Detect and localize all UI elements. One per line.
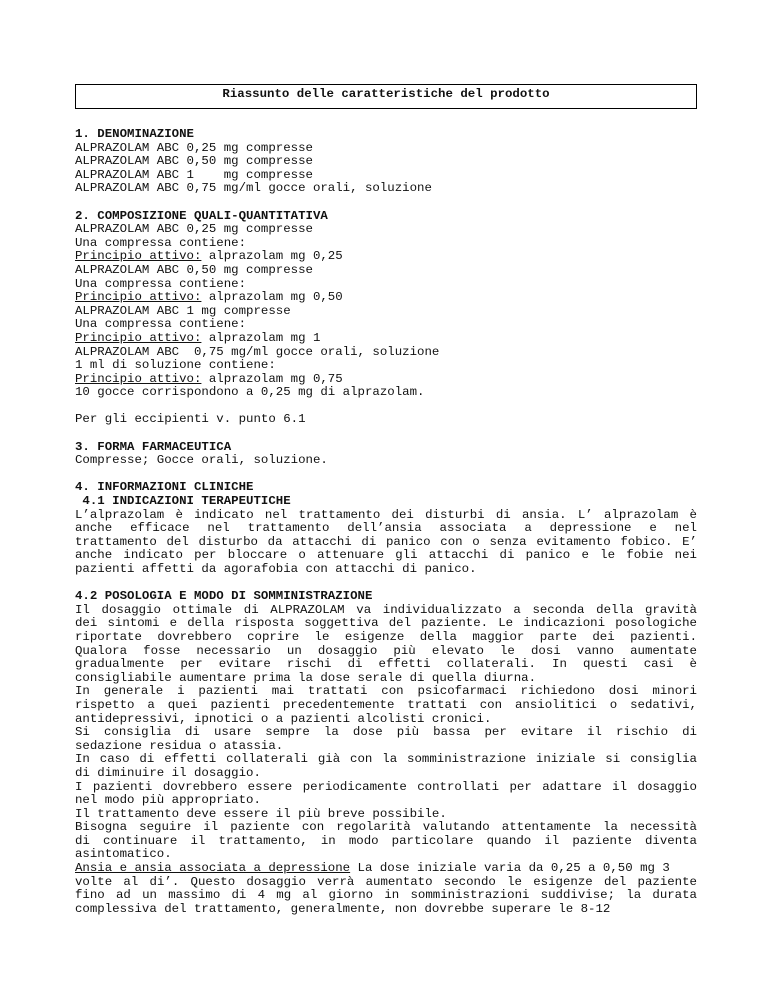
section-3-heading: 3. FORMA FARMACEUTICA	[75, 439, 232, 454]
dosage-paragraph: Si consiglia di usare sempre la dose più bassa per evitare il rischio di sedazione residua o atassia.	[75, 725, 697, 753]
active-ingredient-label: Principio attivo:	[75, 371, 202, 386]
anxiety-label: Ansia e ansia associata a depressione	[75, 861, 351, 876]
section-2-heading: 2. COMPOSIZIONE QUALI-QUANTITATIVA	[75, 208, 328, 223]
dosage-paragraph: Il trattamento deve essere il più breve possibile.	[75, 806, 447, 821]
composition-line: Una compressa contiene:	[75, 235, 247, 250]
product-name-line: ALPRAZOLAM ABC 1 mg compresse	[75, 167, 313, 182]
composition-line: Una compressa contiene:	[75, 276, 247, 291]
dosage-paragraph: I pazienti dovrebbero essere periodicamente controllati per adattare il dosaggio nel modo più appropriato.	[75, 779, 697, 808]
document-title: Riassunto delle caratteristiche del prodotto	[222, 87, 550, 101]
composition-line: ALPRAZOLAM ABC 0,25 mg compresse	[75, 222, 313, 237]
composition-line: Principio attivo: alprazolam mg 0,50	[75, 290, 343, 305]
anxiety-dosage-paragraph: Ansia e ansia associata a depressione La dose iniziale varia da 0,25 a 0,50 mg 3 volte al di’. Questo dosaggio verrà aumentato secondo le esigenze del paziente fino ad un massimo di 4 mg al giorno in somministrazioni suddivise; la durata complessiva del trattamento, generalmente, non dovrebbe superare le 8-12	[75, 861, 697, 916]
composition-line: 1 ml di soluzione contiene:	[75, 358, 276, 373]
composition-line: Principio attivo: alprazolam mg 1	[75, 330, 321, 345]
composition-line: Principio attivo: alprazolam mg 0,75	[75, 371, 343, 386]
composition-line: ALPRAZOLAM ABC 0,75 mg/ml gocce orali, soluzione	[75, 344, 440, 359]
dosage-paragraph: In generale i pazienti mai trattati con psicofarmaci richiedono dosi minori rispetto a quei pazienti precedentemente trattati con ansiolitici o sedativi, antidepressivi, ipnotici o a pazienti alcolisti cronici.	[75, 684, 697, 726]
active-ingredient-label: Principio attivo:	[75, 330, 202, 345]
dosage-paragraph: Il dosaggio ottimale di ALPRAZOLAM va individualizzato a seconda della gravità dei sintomi e della risposta soggettiva del paziente. Le indicazioni posologiche riportate dovrebbero coprire le esigenze della maggior parte dei pazienti. Qualora fosse necessario un dosaggio più elevato le dosi vanno aumentate gradualmente per evitare rischi di effetti collaterali. In questi casi è consigliabile aumentare prima la dose serale di quella diurna.	[75, 602, 697, 685]
composition-line: Principio attivo: alprazolam mg 0,25	[75, 249, 343, 264]
composition-line: Una compressa contiene:	[75, 317, 247, 332]
active-ingredient-label: Principio attivo:	[75, 249, 202, 264]
composition-line: 10 gocce corrispondono a 0,25 mg di alprazolam.	[75, 385, 425, 400]
excipients-note: Per gli eccipienti v. punto 6.1	[75, 412, 306, 427]
composition-line: ALPRAZOLAM ABC 0,50 mg compresse	[75, 262, 313, 277]
active-ingredient-label: Principio attivo:	[75, 290, 202, 305]
dosage-paragraph: Bisogna seguire il paziente con regolarità valutando attentamente la necessità di continuare il trattamento, in modo particolare quando il paziente diventa asintomatico.	[75, 820, 697, 862]
title-box	[75, 84, 697, 109]
composition-line: ALPRAZOLAM ABC 1 mg compresse	[75, 303, 291, 318]
dosage-paragraph: In caso di effetti collaterali già con la somministrazione iniziale si consiglia di diminuire il dosaggio.	[75, 752, 697, 780]
product-name-line: ALPRAZOLAM ABC 0,25 mg compresse	[75, 140, 313, 155]
document-page	[75, 84, 697, 916]
product-name-line: ALPRAZOLAM ABC 0,75 mg/ml gocce orali, soluzione	[75, 181, 432, 196]
subsection-4-1-heading: 4.1 INDICAZIONI TERAPEUTICHE	[75, 494, 291, 509]
pharmaceutical-form-text: Compresse; Gocce orali, soluzione.	[75, 453, 328, 468]
subsection-4-2-heading: 4.2 POSOLOGIA E MODO DI SOMMINISTRAZIONE	[75, 589, 373, 604]
section-1-heading: 1. DENOMINAZIONE	[75, 127, 194, 141]
product-name-line: ALPRAZOLAM ABC 0,50 mg compresse	[75, 154, 313, 169]
section-4-heading: 4. INFORMAZIONI CLINICHE	[75, 480, 254, 495]
indications-paragraph: L’alprazolam è indicato nel trattamento dei disturbi di ansia. L’ alprazolam è anche efficace nel trattamento dell’ansia associata a depressione e nel trattamento del disturbo da attacchi di panico con o senza evitamento fobico. E’ anche indicato per bloccare o attenuare gli attacchi di panico e le fobie nei pazienti affetti da agorafobia con attacchi di panico.	[75, 507, 697, 576]
